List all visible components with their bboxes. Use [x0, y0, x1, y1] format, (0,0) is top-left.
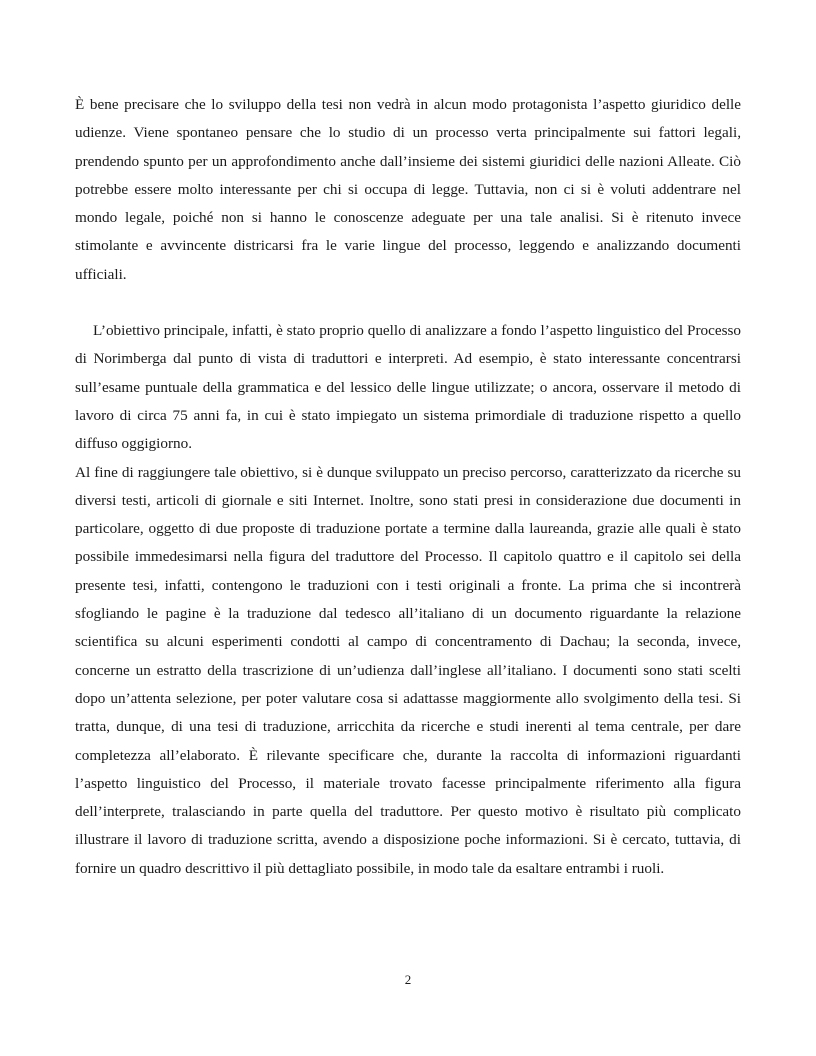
body-text: [75, 91, 741, 883]
paragraph-main-objective: L’obiettivo principale, infatti, è stato proprio quello di analizzare a fondo l’aspetto linguistico del Processo di Norimberga dal punto di vista di traduttori e interpreti. Ad esempio, è stato interessante concentrarsi sull’esame puntuale della grammatica e del lessico delle lingue utilizzate; o ancora, osservare il metodo di lavoro di circa 75 anni fa, in cui è stato impiegato un sistema primordiale di traduzione rispetto a quello diffuso oggigiorno.: [75, 322, 741, 453]
paragraph-method: Al fine di raggiungere tale obiettivo, si è dunque sviluppato un preciso percorso, caratterizzato da ricerche su diversi testi, articoli di giornale e siti Internet. Inoltre, sono stati presi in considerazione due documenti in particolare, oggetto di due proposte di traduzione portate a termine dalla laureanda, grazie alle quali è stato possibile immedesimarsi nella figura del traduttore del Processo. Il capitolo quattro e il capitolo sei della presente tesi, infatti, contengono le traduzioni con i testi originali a fronte. La prima che si incontrerà sfogliando le pagine è la traduzione dal tedesco all’italiano di un documento riguardante la relazione scientifica su alcuni esperimenti condotti al campo di concentramento di Dachau; la seconda, invece, concerne un estratto della trascrizione di un’udienza dall’inglese all’italiano. I documenti sono stati scelti dopo un’attenta selezione, per poter valutare cosa si adattasse maggiormente allo svolgimento della tesi. Si tratta, dunque, di una tesi di traduzione, arricchita da ricerche e studi inerenti al tema centrale, per dare completezza all’elaborato. È rilevante specificare che, durante la raccolta di informazioni riguardanti l’aspetto linguistico del Processo, il materiale trovato facesse principalmente riferimento alla figura dell’interprete, tralasciando in parte quella del traduttore. Per questo motivo è risultato più complicato illustrare il lavoro di traduzione scritta, avendo a disposizione poche informazioni. Si è cercato, tuttavia, di fornire un quadro descrittivo il più dettagliato possibile, in modo tale da esaltare entrambi i ruoli.: [75, 463, 741, 877]
paragraph-legal-aspect: È bene precisare che lo sviluppo della tesi non vedrà in alcun modo protagonista l’aspetto giuridico delle udienze. Viene spontaneo pensare che lo studio di un processo verta principalmente sui fattori legali, prendendo spunto per un approfondimento anche dall’insieme dei sistemi giuridici delle nazioni Alleate. Ciò potrebbe essere molto interessante per chi si occupa di legge. Tuttavia, non ci si è voluti addentrare nel mondo legale, poiché non si hanno le conoscenze adeguate per una tale analisi. Si è ritenuto invece stimolante e avvincente districarsi fra le varie lingue del processo, leggendo e analizzando documenti ufficiali.: [75, 96, 741, 283]
page-number: 2: [404, 972, 412, 987]
